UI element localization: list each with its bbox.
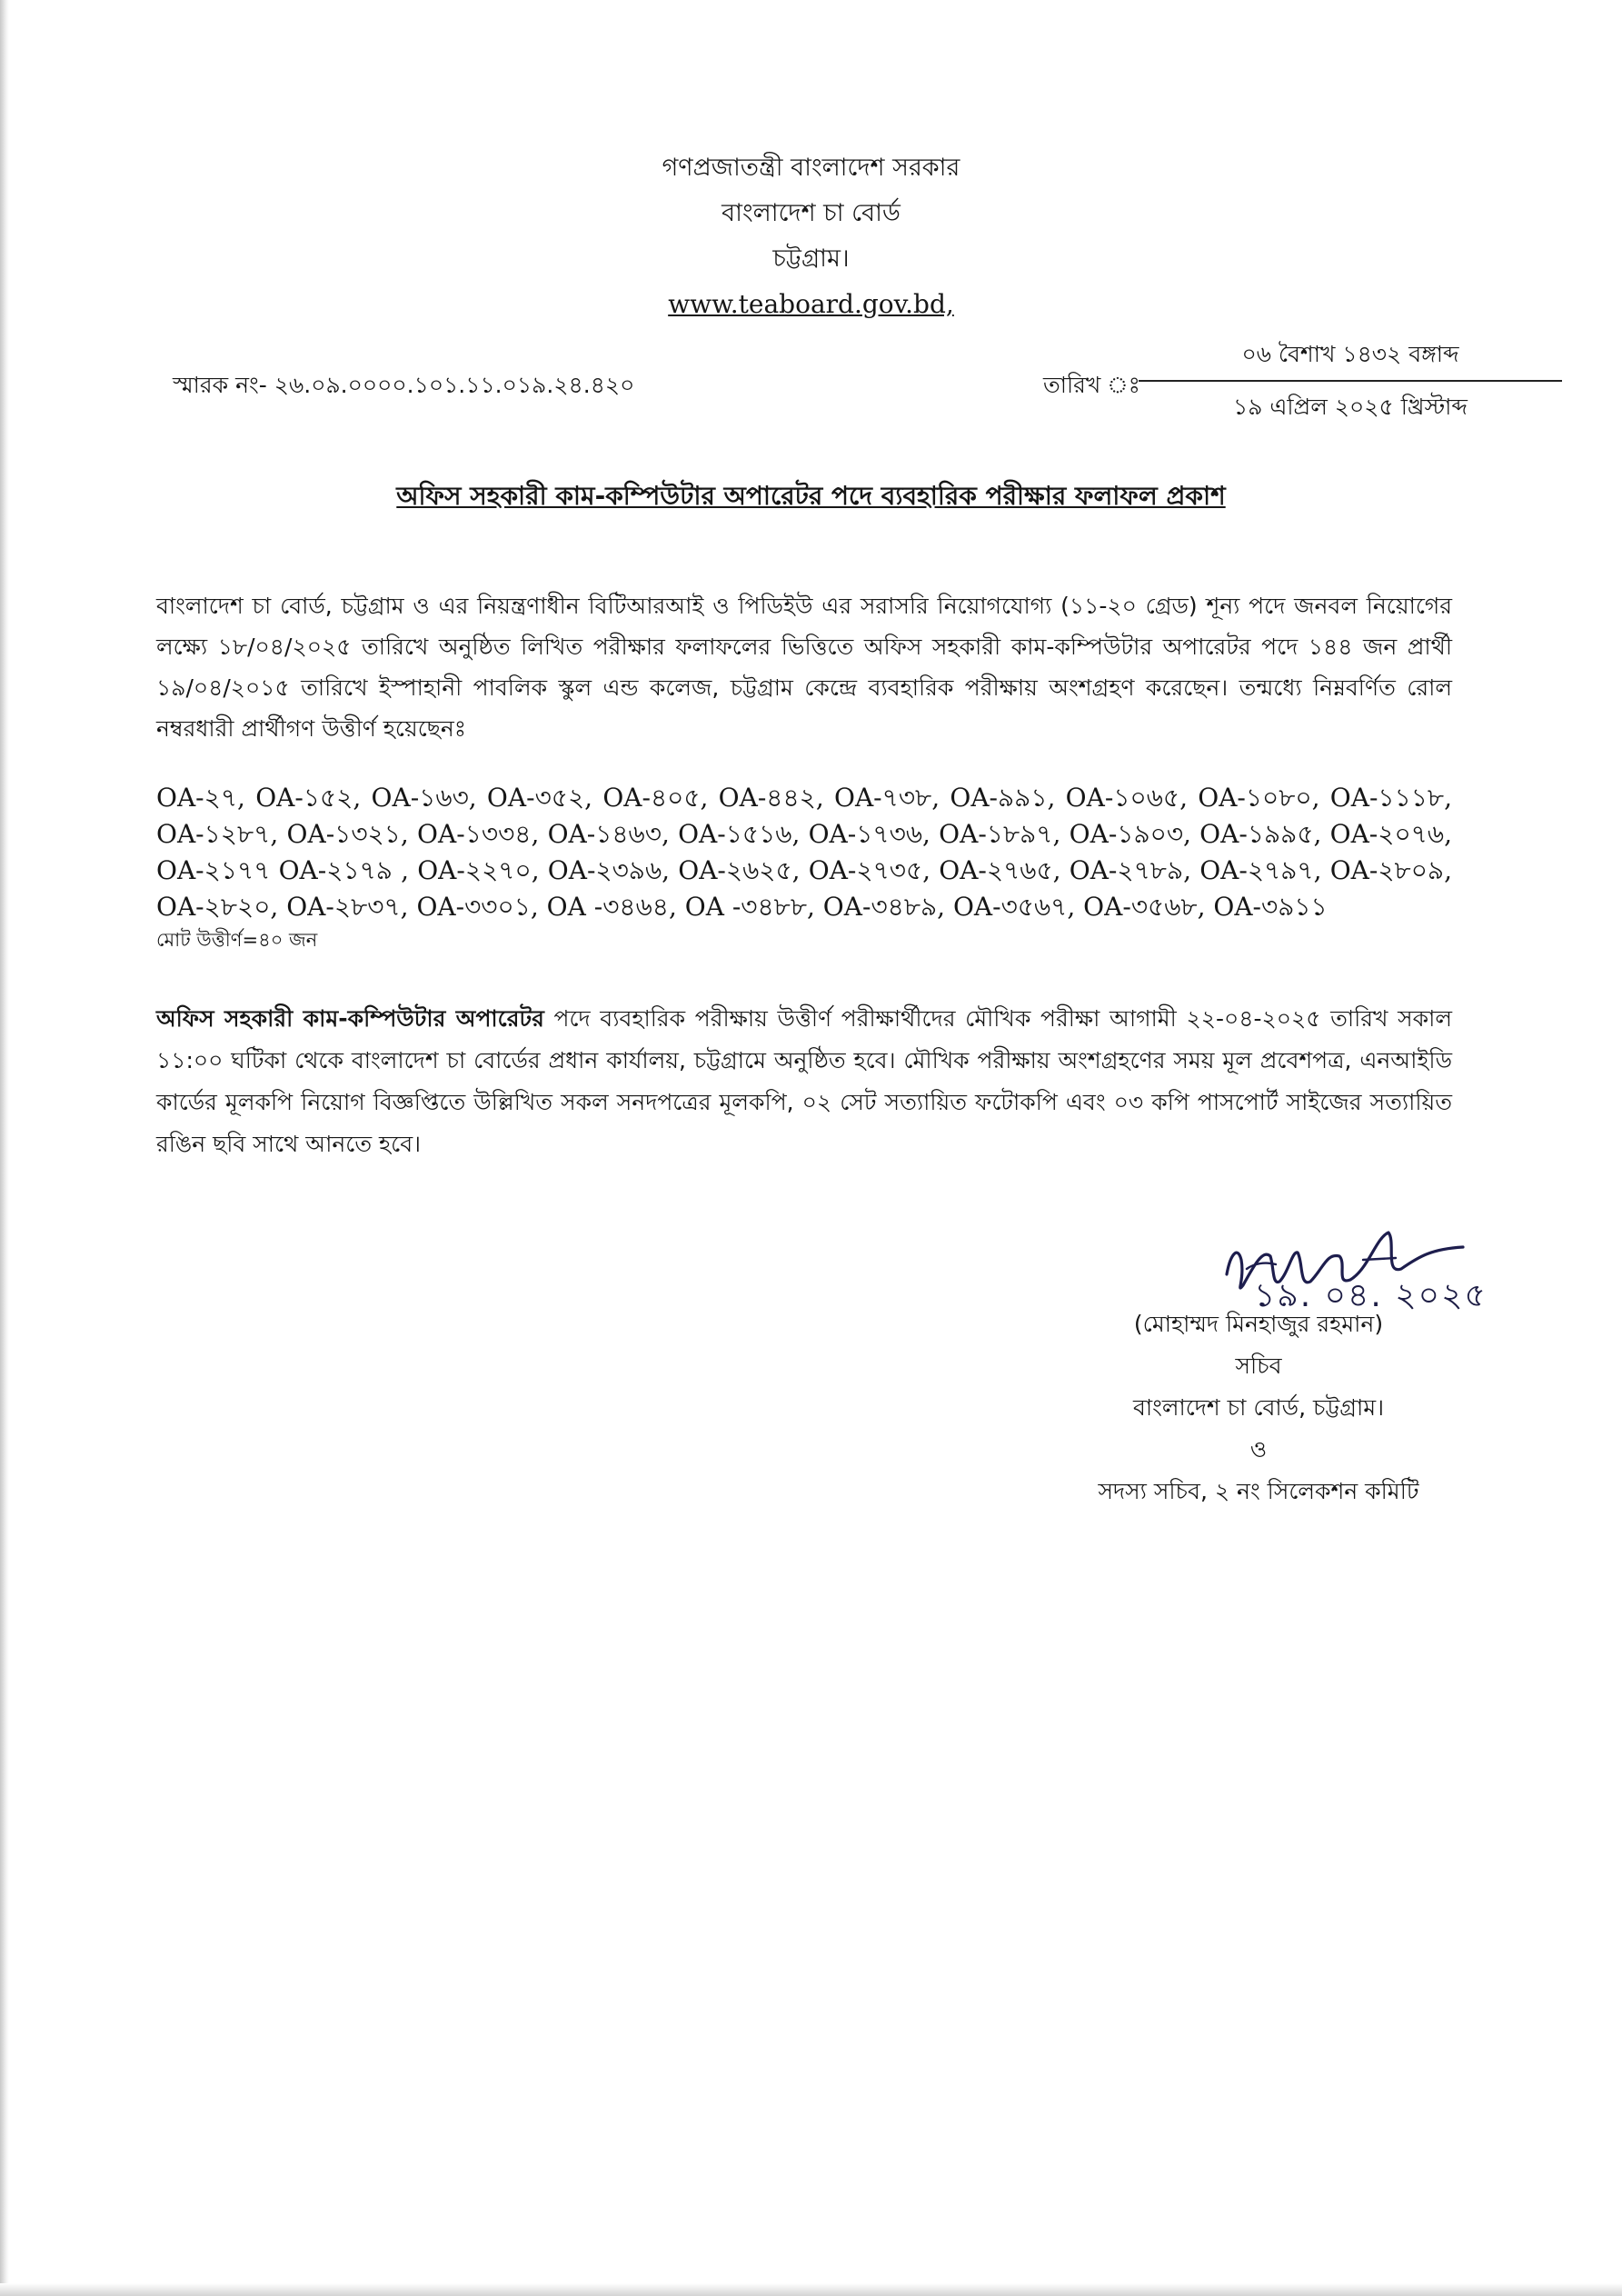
- signatory-block: [1045, 1303, 1472, 1512]
- signatory-role: সদস্য সচিব, ২ নং সিলেকশন কমিটি: [1098, 1478, 1419, 1504]
- viva-notice-bold-lead: অফিস সহকারী কাম-কম্পিউটার অপারেটর: [156, 1005, 544, 1032]
- date-bangla: ০৬ বৈশাখ ১৪৩২ বঙ্গাব্দ: [1241, 341, 1459, 367]
- date-gregorian: ১৯ এপ্রিল ২০২৫ খ্রিস্টাব্দ: [1233, 394, 1468, 420]
- total-passed-count: মোট উত্তীর্ণ=৪০ জন: [156, 929, 318, 951]
- result-intro-paragraph: বাংলাদেশ চা বোর্ড, চট্টগ্রাম ও এর নিয়ন্ত্রণাধীন বিটিআরআই ও পিডিইউ এর সরাসরি নিয়োগযোগ্য (১১-২০ গ্রেড) শূন্য পদে জনবল নিয়োগের লক্ষ্যে ১৮/০৪/২০২৫ তারিখে অনুষ্ঠিত লিখিত পরীক্ষার ফলাফলের ভিত্তিতে অফিস সহকারী কাম-কম্পিউটার অপারেটর পদে ১৪৪ জন প্রার্থী ১৯/০৪/২০১৫ তারিখে ইস্পাহানী পাবলিক স্কুল এন্ড কলেজ, চট্টগ্রাম কেন্দ্রে ব্যবহারিক পরীক্ষায় অংশগ্রহণ করেছেন। তন্মধ্যে নিম্নবর্ণিত রোল নম্বরধারী প্রার্থীগণ উত্তীর্ণ হয়েছেনঃ: [156, 593, 1452, 742]
- passed-roll-list: OA-২৭, OA-১৫২, OA-১৬৩, OA-৩৫২, OA-৪০৫, OA-৪৪২, OA-৭৩৮, OA-৯৯১, OA-১০৬৫, OA-১০৮০, OA-১১১৮, OA-১২৮৭, OA-১৩২১, OA-১৩৩৪, OA-১৪৬৩, OA-১৫১৬, OA-১৭৩৬, OA-১৮৯৭, OA-১৯০৩, OA-১৯৯৫, OA-২০৭৬, OA-২১৭৭ OA-২১৭৯ , OA-২২৭০, OA-২৩৯৬, OA-২৬২৫, OA-২৭৩৫, OA-২৭৬৫, OA-২৭৮৯, OA-২৭৯৭, OA-২৮০৯, OA-২৮২০, OA-২৮৩৭, OA-৩৩০১, OA -৩৪৬৪, OA -৩৪৮৮, OA-৩৪৮৯, OA-৩৫৬৭, OA-৩৫৬৮, OA-৩৯১১: [156, 783, 1452, 922]
- organization-city: চট্টগ্রাম।: [772, 245, 850, 273]
- date-divider: [1139, 380, 1562, 382]
- viva-notice-paragraph: [156, 998, 1452, 1165]
- viva-notice-text: পদে ব্যবহারিক পরীক্ষায় উত্তীর্ণ পরীক্ষার্থীদের মৌখিক পরীক্ষা আগামী ২২-০৪-২০২৫ তারিখ সকাল ১১:০০ ঘটিকা থেকে বাংলাদেশ চা বোর্ডের প্রধান কার্যালয়, চট্টগ্রামে অনুষ্ঠিত হবে। মৌখিক পরীক্ষায় অংশগ্রহণের সময় মূল প্রবেশপত্র, এনআইডি কার্ডের মূলকপি নিয়োগ বিজ্ঞপ্তিতে উল্লিখিত সকল সনদপত্রের মূলকপি, ০২ সেট সত্যায়িত ফটোকপি এবং ০৩ কপি পাসপোর্ট সাইজের সত্যায়িত রঙিন ছবি সাথে আনতে হবে।: [156, 1005, 1452, 1157]
- signatory-name: (মোহাম্মদ মিনহাজুর রহমান): [1133, 1311, 1384, 1337]
- date-values: [1139, 334, 1562, 427]
- signatory-title: সচিব: [1235, 1353, 1282, 1379]
- scan-shadow-bottom: [0, 2283, 1622, 2296]
- signatory-conjunction: ও: [1249, 1436, 1268, 1462]
- website-link[interactable]: www.teaboard.gov.bd,: [668, 289, 954, 319]
- memo-number: স্মারক নং- ২৬.০৯.০০০০.১০১.১১.০১৯.২৪.৪২০: [173, 372, 635, 398]
- signatory-office: বাংলাদেশ চা বোর্ড, চট্টগ্রাম।: [1132, 1394, 1385, 1421]
- date-label: তারিখ ঃ: [1043, 372, 1140, 398]
- subject-heading: অফিস সহকারী কাম-কম্পিউটার অপারেটর পদে ব্যবহারিক পরীক্ষার ফলাফল প্রকাশ: [396, 481, 1226, 511]
- letterhead: [0, 145, 1622, 327]
- government-name: গণপ্রজাতন্ত্রী বাংলাদেশ সরকার: [662, 154, 960, 182]
- scan-shadow-left: [0, 0, 9, 2296]
- organization-name: বাংলাদেশ চা বোর্ড: [721, 199, 901, 227]
- signature-date: ১৯. ০৪. ২০২৫: [1254, 1277, 1488, 1314]
